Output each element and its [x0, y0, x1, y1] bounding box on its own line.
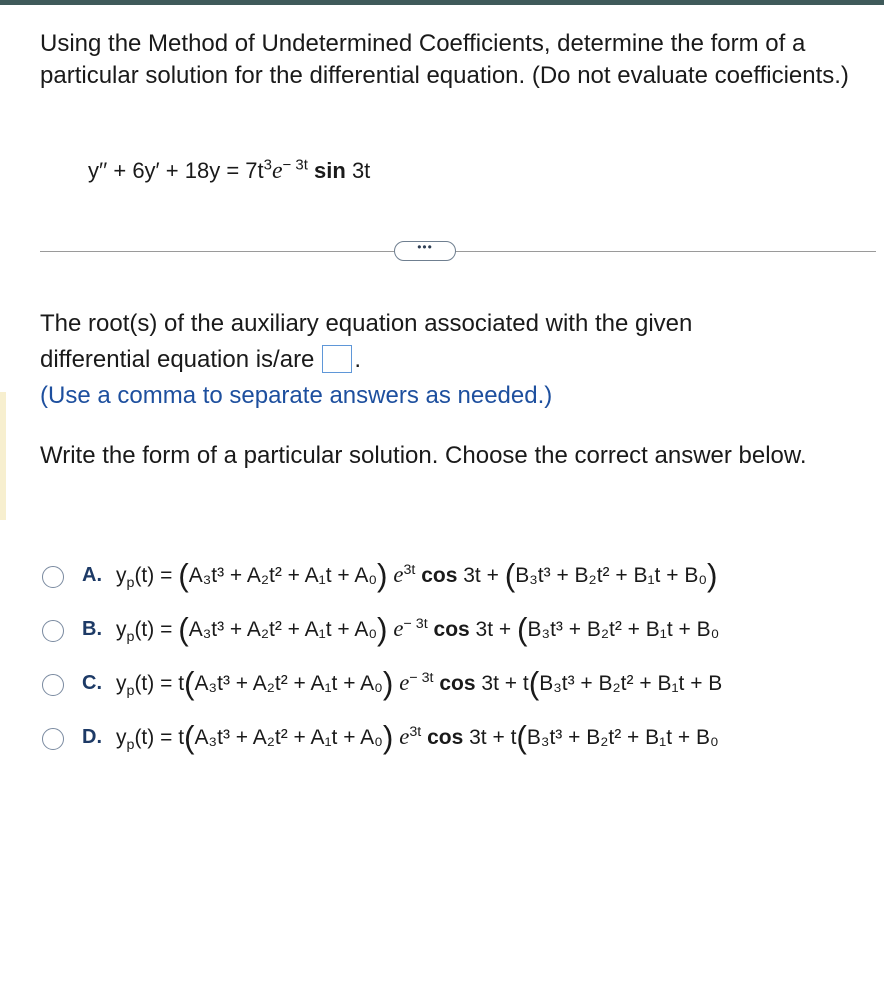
option-d-b-group: B₃t³ + B₂t² + B₁t + B₀: [526, 726, 719, 749]
option-c-e: e: [399, 670, 410, 695]
option-b-b-group: B₃t³ + B₂t² + B₁t + B₀: [527, 618, 720, 641]
option-a-trig: cos: [421, 564, 458, 587]
option-d[interactable]: [40, 714, 884, 768]
option-c-letter: C.: [82, 672, 102, 694]
option-c-e-exp: − 3t: [409, 670, 434, 686]
left-highlight-marker: [0, 392, 6, 520]
option-b-letter: B.: [82, 618, 102, 640]
option-c-prefix2: t: [522, 672, 529, 695]
option-d-prefix2: t: [510, 726, 517, 749]
option-b[interactable]: [40, 606, 884, 660]
option-d-yp: y: [116, 726, 127, 749]
option-c-formula: $y_p(t) = t(A_3t^3 + A_2t^2 + A_1t + A_0)$ $e^{- 3t}$ cos 3t + t(B₃t³ + B₂t² + B₁t + B: [116, 664, 723, 701]
option-d-yp-arg: (t) =: [134, 726, 173, 749]
option-c-yp-sub: p: [126, 683, 135, 700]
option-d-radio[interactable]: [42, 728, 64, 750]
option-c-radio[interactable]: [42, 674, 64, 696]
differential-equation: [88, 158, 370, 185]
equation-e-exponent: − 3t: [282, 156, 308, 174]
option-a-radio[interactable]: [42, 566, 64, 588]
roots-text: The root(s) of the auxiliary equation associated with the given differential equation is/are: [40, 310, 693, 373]
expand-more-button[interactable]: •••: [394, 241, 456, 261]
option-a-formula: $y_p(t) = (A_3t^3 + A_2t^2 + A_1t + A_0)$ $e^{3t}$ cos 3t + (B₃t³ + B₂t² + B₁t + B₀): [116, 556, 718, 593]
option-d-e-exp: 3t: [409, 724, 422, 740]
option-a-e-exp: 3t: [403, 562, 416, 578]
option-b-a-group: A₃t³ + A₂t² + A₁t + A₀: [188, 618, 378, 641]
roots-question: [40, 306, 800, 414]
option-b-trig: cos: [433, 618, 470, 641]
option-a-letter: A.: [82, 564, 102, 586]
option-b-e-exp: − 3t: [403, 616, 428, 632]
roots-answer-input[interactable]: [322, 345, 352, 373]
option-c-trig: cos: [439, 672, 476, 695]
option-b-formula: $y_p(t) = (A_3t^3 + A_2t^2 + A_1t + A_0)$ $e^{- 3t}$ cos 3t + (B₃t³ + B₂t² + B₁t + B₀: [116, 610, 720, 647]
option-c-trig-arg: 3t +: [481, 672, 518, 695]
equation-sin-arg: 3t: [351, 158, 371, 183]
option-d-a-group: A₃t³ + A₂t² + A₁t + A₀: [194, 726, 383, 749]
option-b-yp: y: [116, 618, 127, 641]
option-d-letter: D.: [82, 726, 102, 748]
equation-e: e: [271, 158, 283, 184]
option-b-trig-arg: 3t +: [475, 618, 512, 641]
option-b-yp-arg: (t) =: [134, 618, 173, 641]
option-d-trig: cos: [427, 726, 464, 749]
option-a-a-group: A₃t³ + A₂t² + A₁t + A₀: [188, 564, 378, 587]
option-c-prefix: t: [178, 672, 185, 695]
option-c[interactable]: [40, 660, 884, 714]
option-a-yp-sub: p: [126, 575, 135, 592]
question-prompt: Using the Method of Undetermined Coefficients, determine the form of a particular solution for the differential equation. (Do not evaluate coefficients.): [40, 30, 849, 89]
top-accent-bar: [0, 0, 884, 5]
option-d-formula: $y_p(t) = t(A_3t^3 + A_2t^2 + A_1t + A_0)$ $e^{3t}$ cos 3t + t(B₃t³ + B₂t² + B₁t + B₀: [116, 718, 719, 755]
option-d-trig-arg: 3t +: [469, 726, 505, 749]
roots-hint: (Use a comma to separate answers as needed.): [40, 382, 553, 409]
roots-period: .: [354, 346, 362, 373]
equation-lhs: y′′ + 6y′ + 18y = 7t: [88, 158, 264, 183]
option-c-b-group: B₃t³ + B₂t² + B₁t + B: [539, 672, 723, 695]
option-a-trig-arg: 3t +: [463, 564, 499, 587]
option-d-prefix: t: [178, 726, 185, 749]
answer-options: [40, 552, 884, 768]
option-c-yp: y: [116, 672, 127, 695]
option-c-yp-arg: (t) =: [134, 672, 173, 695]
option-d-yp-sub: p: [126, 737, 135, 754]
equation-sin: sin: [314, 158, 346, 183]
section-divider: [40, 251, 876, 252]
option-c-a-group: A₃t³ + A₂t² + A₁t + A₀: [194, 672, 383, 695]
option-b-yp-sub: p: [126, 629, 135, 646]
option-b-radio[interactable]: [42, 620, 64, 642]
option-a-b-group: B₃t³ + B₂t² + B₁t + B₀: [515, 564, 708, 587]
option-a[interactable]: [40, 552, 884, 606]
option-d-e: e: [399, 724, 410, 749]
equation-t-exponent: 3: [263, 156, 272, 174]
option-a-e: e: [393, 562, 404, 587]
option-a-yp-arg: (t) =: [134, 564, 173, 587]
option-a-yp: y: [116, 564, 127, 587]
particular-solution-prompt: Write the form of a particular solution. Choose the correct answer below.: [40, 442, 807, 469]
option-b-e: e: [393, 616, 404, 641]
